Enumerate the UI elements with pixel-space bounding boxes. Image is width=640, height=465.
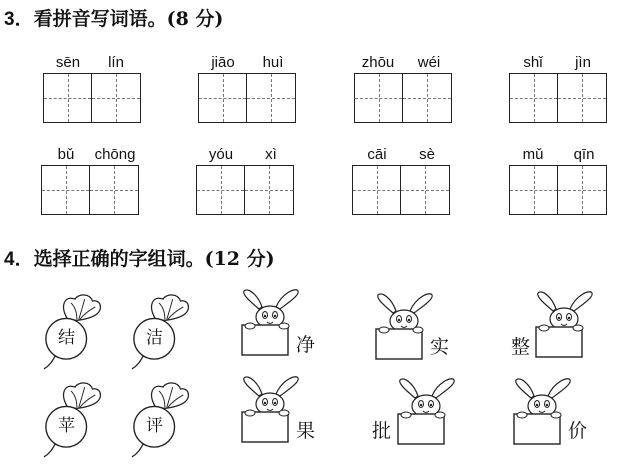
- writing-grid[interactable]: [509, 73, 607, 123]
- word-char: 批: [372, 420, 392, 442]
- pinyin-syllable: huì: [262, 54, 284, 71]
- pinyin-syllable: wéi: [417, 54, 441, 71]
- word-char: 整: [511, 336, 531, 358]
- section-4-title: 选择正确的字组词。(12 分): [33, 248, 275, 270]
- radish-char: 苹: [58, 416, 75, 436]
- pinyin-syllable: mǔ: [522, 146, 544, 163]
- section-3-heading: 3．看拼音写词语。(8 分): [4, 8, 224, 30]
- bunny-sign-icon[interactable]: [240, 285, 300, 357]
- pinyin-row-2: [0, 146, 640, 166]
- writing-grid[interactable]: [43, 73, 141, 123]
- pinyin-syllable: yóu: [208, 146, 234, 163]
- pinyin-syllable: sēn: [55, 54, 81, 71]
- section-3-title: 看拼音写词语。(8 分): [33, 8, 224, 30]
- section-4-number: 4: [4, 249, 15, 270]
- pinyin-syllable: qīn: [573, 146, 595, 163]
- pinyin-syllable: lín: [108, 54, 124, 71]
- bunny-sign-icon[interactable]: [512, 374, 572, 446]
- writing-grid[interactable]: [41, 165, 139, 215]
- radish-char: 评: [146, 416, 163, 436]
- writing-grid[interactable]: [354, 73, 452, 123]
- pinyin-syllable: jiāo: [211, 54, 235, 71]
- bunny-sign-icon[interactable]: [374, 289, 434, 361]
- radish-char: 结: [58, 328, 75, 348]
- pinyin-syllable: cāi: [367, 146, 387, 163]
- radish-char: 洁: [146, 328, 163, 348]
- pinyin-syllable: shǐ: [523, 54, 543, 71]
- word-char: 价: [568, 420, 588, 442]
- writing-grid[interactable]: [198, 73, 296, 123]
- pinyin-syllable: zhōu: [361, 54, 395, 71]
- writing-grid[interactable]: [509, 165, 607, 215]
- pinyin-syllable: chōng: [94, 146, 136, 163]
- writing-grid[interactable]: [352, 165, 450, 215]
- bunny-sign-icon[interactable]: [396, 374, 456, 446]
- section-4-heading: 4．选择正确的字组词。(12 分): [4, 248, 275, 270]
- writing-grid[interactable]: [196, 165, 294, 215]
- word-char: 果: [296, 420, 316, 442]
- word-char: 实: [430, 336, 450, 358]
- pinyin-syllable: jìn: [575, 54, 591, 71]
- pinyin-syllable: xì: [265, 146, 277, 163]
- word-char: 净: [296, 334, 316, 356]
- bunny-sign-icon[interactable]: [240, 372, 300, 444]
- pinyin-syllable: bǔ: [57, 146, 75, 163]
- pinyin-row-1: [0, 54, 640, 74]
- section-3-number: 3: [4, 9, 15, 30]
- bunny-sign-icon[interactable]: [534, 287, 594, 359]
- pinyin-syllable: sè: [419, 146, 435, 163]
